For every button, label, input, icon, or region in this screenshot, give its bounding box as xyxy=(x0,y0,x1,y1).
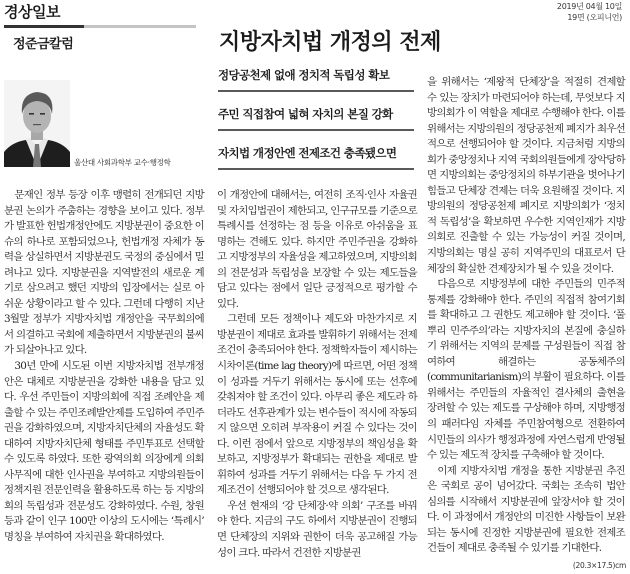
size-note: (20.3×17.5)cm xyxy=(572,561,626,570)
paragraph: 을 위해서는 ‘제왕적 단체장’을 적절히 견제할 수 있는 장치가 마련되어야 하는데, 무엇보다 지방의회가 이 역할을 제대로 수행해야 한다. 이를 위해서는 지방의원의 정당공천제 폐지가 최우선적으로 선행되어야 할 것이다. 지금처럼 지방의회가 중앙정치나 지역 국회의원들에게 장악당하면 지방의회는 중앙정치의 하부기관을 벗어나기 힘들고 단체장 견제는 더욱 요원해질 것이다. 지방의원의 정당공천제 폐지로 지방의회가 ‘정치적 독립성’을 확보하면 우수한 지역인재가 지방의회로 진출할 수 있는 가능성이 커질 것이며, 지방의회는 명실 공히 지역주민의 대표로서 단체장의 확실한 견제장치가 될 수 있을 것이다. xyxy=(427,76,625,275)
paragraph: 우선 현재의 ‘강 단체장·약 의회’ 구조를 바꿔야 한다. 지금의 구도 하에서 지방분권이 진행되면 단체장의 지위와 권한이 더욱 공고해질 가능성이 크다. 따라서 건전한 지방분권 xyxy=(217,499,417,559)
masthead-rule-accent xyxy=(4,25,84,28)
subhead-3: 자치법 개정안엔 전제조건 충족됐으면 xyxy=(218,144,414,170)
paragraph: 그런데 모든 정책이나 제도와 마찬가지로 지방분권이 제대로 효과를 발휘하기 위해서는 전제조건이 충족되어야 한다. 정책학자들이 제시하는 시차이론(time lag theory)에 따르면, 어떤 정책이 성과를 거두기 위해서는 동시에 또는 선후에 갖춰져야 할 조건이 있다. 아무리 좋은 제도라 하더라도 선후관계가 있는 변수들이 적시에 작동되지 않으면 오히려 부작용이 커질 수 있다는 것이다. 이런 점에서 앞으로 지방정부의 책임성을 확보하고, 지방정부가 확대되는 권한을 제대로 발휘하여 성과를 거두기 위해서는 다음 두 가지 전제조건이 선행되어야 할 것으로 생각된다. xyxy=(217,313,417,497)
article-column-3 xyxy=(427,75,625,557)
masthead-rule xyxy=(4,25,196,28)
paragraph: 문재인 정부 등장 이후 맹렬히 전개되던 지방분권 논의가 주춤하는 경향을 보이고 있다. 정부가 발표한 헌법개정안에도 지방분권이 중요한 이슈의 하나로 포함되었으나, 헌법개정 자체가 동력을 상실하면서 지방분권도 국정의 중심에서 밀려나고 있다. 지방분권을 지역발전의 새로운 계기로 삼으려고 했던 지방의 입장에서는 실로 아쉬운 상황이라고 할 수 있다. 그런데 다행히 지난 3월말 정부가 지방자치법 개정안을 국무회의에서 의결하고 국회에 제출하면서 지방분권의 불씨가 되살아나고 있다. xyxy=(4,189,204,357)
dateline xyxy=(557,1,622,23)
article-column-2 xyxy=(217,188,417,561)
author-photo xyxy=(4,80,70,167)
subheads xyxy=(218,66,414,183)
author-byline: 울산대 사회과학부 교수·행정학 xyxy=(74,158,171,167)
paragraph: 이 개정안에 대해서는, 여전히 조직·인사 자율권 및 자치입법권이 제한되고, 인구규모를 기준으로 특례시를 선정하는 점 등을 이유로 아쉬움을 표명하는 견해도 있다. 하지만 주민주권을 강화하고 지방정부의 자율성을 제고하였으며, 지방의회의 전문성과 독립성을 보장할 수 있는 제도들을 담고 있다는 점에서 일단 긍정적으로 평가할 수 있다. xyxy=(217,189,417,310)
page-section: 19면 (오피니언) xyxy=(567,13,622,22)
article-column-1 xyxy=(4,188,204,546)
subhead-2: 주민 직접참여 넓혀 자치의 본질 강화 xyxy=(218,105,414,131)
paragraph: 다음으로 지방정부에 대한 주민들의 민주적 통제를 강화해야 한다. 주민의 직접적 참여기회를 확대하고 그 권한도 제고해야 할 것이다. ‘풀뿌리 민주주의’라는 지방자치의 본질에 충실하기 위해서는 지역의 문제를 구성원들이 직접 참여하여 해결하는 공동체주의(communitarianism)의 부활이 필요하다. 이를 위해서는 주민들의 자율적인 결사체의 출현을 장려할 수 있는 제도를 구상해야 하며, 지방행정의 패러다임 자체를 주민참여형으로 전환하여 시민들의 의사가 행정과정에 자연스럽게 반영될 수 있는 제도적 장치를 구축해야 할 것이다. xyxy=(427,278,625,462)
paragraph: 30년 만에 시도된 이번 지방자치법 전부개정안은 대체로 지방분권을 강화한 내용을 담고 있다. 우선 주민들이 지방의회에 직접 조례안을 제출할 수 있는 주민조례발안제를 도입하여 주민주권을 강화하였으며, 지방자치단체의 자율성도 확대하여 지방자치단체 형태를 주민투표로 선택할 수 있도록 하였다. 또한 광역의회 의장에게 의회사무직에 대한 인사권을 부여하고 지방의원들이 정책지원 전문인력을 활용하도록 하는 등 지방의회의 독립성과 전문성도 강화하였다. 수원, 창원 등과 같이 인구 100만 이상의 도시에는 ‘특례시’ 명칭을 부여하여 자치권을 확대하였다. xyxy=(4,360,204,544)
masthead-paper-name: 경상일보 xyxy=(4,3,60,21)
headline: 지방자치법 개정의 전제 xyxy=(219,29,441,55)
column-name: 정준금칼럼 xyxy=(13,37,74,52)
publication-date: 2019년 04월 10일 xyxy=(556,2,622,11)
paragraph: 이제 지방자치법 개정을 통한 지방분권 추진은 국회로 공이 넘어갔다. 국회는 조속히 법안 심의를 시작해서 지방분권에 앞장서야 할 것이다. 이 과정에서 개정안의 미진한 사항들이 보완되는 동시에 진정한 지방분권에 필요한 전제조건들이 제대로 충족될 수 있기를 기대한다. xyxy=(427,464,625,555)
author-portrait-icon xyxy=(4,80,70,167)
subhead-1: 정당공천제 없애 정치적 독립성 확보 xyxy=(218,66,414,92)
